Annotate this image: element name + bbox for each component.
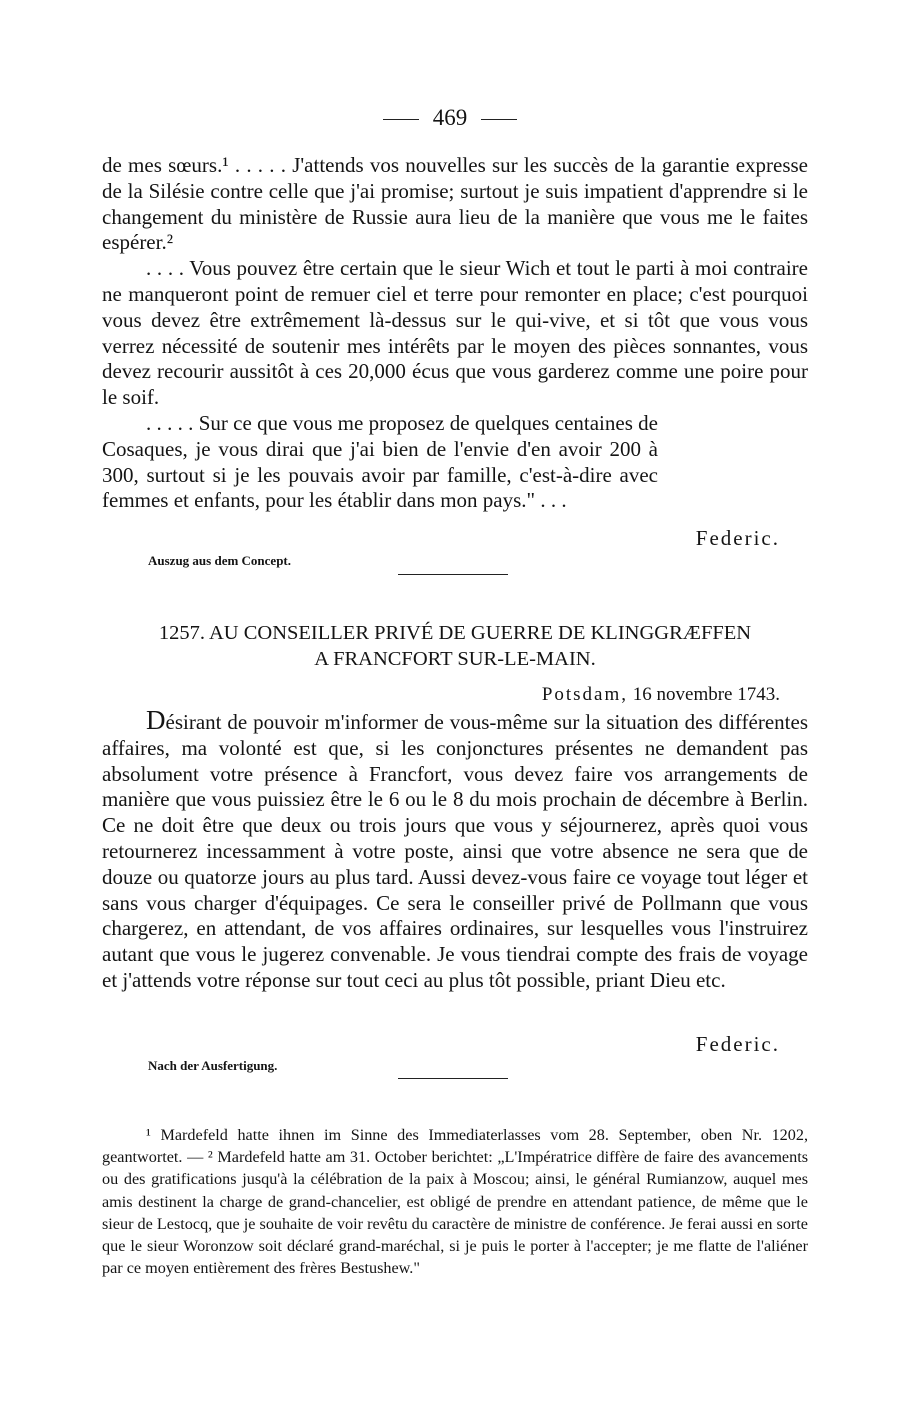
letter-place-date <box>400 684 780 706</box>
letter-heading-line2: A FRANCFORT SUR-LE-MAIN. <box>314 648 596 670</box>
section-divider-1 <box>398 574 508 575</box>
letter-1257-body <box>102 705 808 994</box>
letter-heading-line1: 1257. AU CONSEILLER PRIVÉ DE GUERRE DE KLINGGRÆFFEN <box>158 622 752 644</box>
footnotes-text: ¹ Mardefeld hatte ihnen im Sinne des Immediaterlasses vom 28. September, oben Nr. 1202, geantwortet. — ² Mardefeld hatte am 31. October berichtet: „L'Impératrice diffère de faire des avancements ou des gratifications jusqu'à la célébration de la paix à Moscou; ainsi, le général Rumianzow, auquel mes amis destinent la charge de grand-chancelier, est obligé de prendre en attendant patience, de même que le sieur de Lestocq, que je souhaite de voir revêtu du caractère de ministre de conférence. Je ferai aussi en sorte que le sieur Woronzow soit déclaré grand-maréchal, si je puis le porter à l'accepter; je me flatte de l'aliéner par ce moyen entièrement des frères Bestushew." <box>102 1126 808 1278</box>
footnotes <box>102 1124 808 1279</box>
letter-prev-body <box>102 153 808 514</box>
letter-prev-source: Auszug aus dem Concept. <box>148 553 292 568</box>
letter-prev-para1: de mes sœurs.¹ . . . . . J'attends vos nouvelles sur les succès de la garantie expresse de la Silésie contre celle que j'ai promise; surtout je suis impatient d'apprendre si le changement du ministère de Russie aura lieu de la manière que vous me le faites espérer.² <box>102 153 808 255</box>
letter-1257-source: Nach der Ausfertigung. <box>148 1058 278 1073</box>
letter-prev-para3: . . . . . Sur ce que vous me proposez de quelques centaines de Cosaques, je vous dirai que j'ai bien de l'envie d'en avoir 200 à 300, surtout si je les pouvais avoir par famille, c'est-à-dire avec femmes et enfants, pour les établir dans mon pays." . . . <box>102 410 658 513</box>
letter-1257-signature: Federic. <box>695 1032 780 1056</box>
letter-1257-body-text: ésirant de pouvoir m'informer de vous-même sur la situation des différentes affaires, ma volonté est que, si les conjonctures présentes ne demandent pas absolument votre présence à Francfort, vous devez faire vos arrangements de manière que vous puissiez être le 6 ou le 8 du mois prochain de décembre à Berlin. Ce ne doit être que deux ou trois jours que vous y séjournerez, après quoi vous retournerez incessamment à votre poste, ainsi que votre absence ne sera que de douze ou quatorze jours au plus tard. Aussi devez-vous faire ce voyage tout léger et sans vous charger d'équipages. Ce sera le conseiller privé de Pollmann que vous chargerez, en attendant, de vos affaires ordinaires, sur lesquelles vous l'instruirez autant que vous le jugerez convenable. Je vous tiendrai compte des frais de voyage et j'attends votre réponse sur tout ceci au plus tôt possible, priant Dieu etc. <box>102 710 808 992</box>
page-number-dash-right <box>481 119 517 120</box>
letter-prev-signature: Federic. <box>695 526 780 550</box>
letter-date: 16 novembre 1743. <box>632 684 780 705</box>
page-number-dash-left <box>383 119 419 120</box>
letter-1257-text <box>102 705 808 994</box>
letter-1257-dropcap: D <box>146 705 166 735</box>
section-divider-2 <box>398 1078 508 1079</box>
letter-heading <box>102 620 808 672</box>
page-number <box>0 104 900 132</box>
letter-place: Potsdam, <box>541 684 629 705</box>
letter-prev-para2: . . . . Vous pouvez être certain que le sieur Wich et tout le parti à moi contraire ne manqueront point de remuer ciel et terre pour remonter en place; c'est pourquoi vous devez être extrêmement là-dessus sur le qui-vive, et si tôt que vous vous verrez nécessité de soutenir mes intérêts par le moyen des pièces sonnantes, vous devez recourir aussitôt à ces 20,000 écus que vous garderez comme une poire pour le soif. <box>102 256 808 410</box>
page-number-text: 469 <box>432 105 468 130</box>
